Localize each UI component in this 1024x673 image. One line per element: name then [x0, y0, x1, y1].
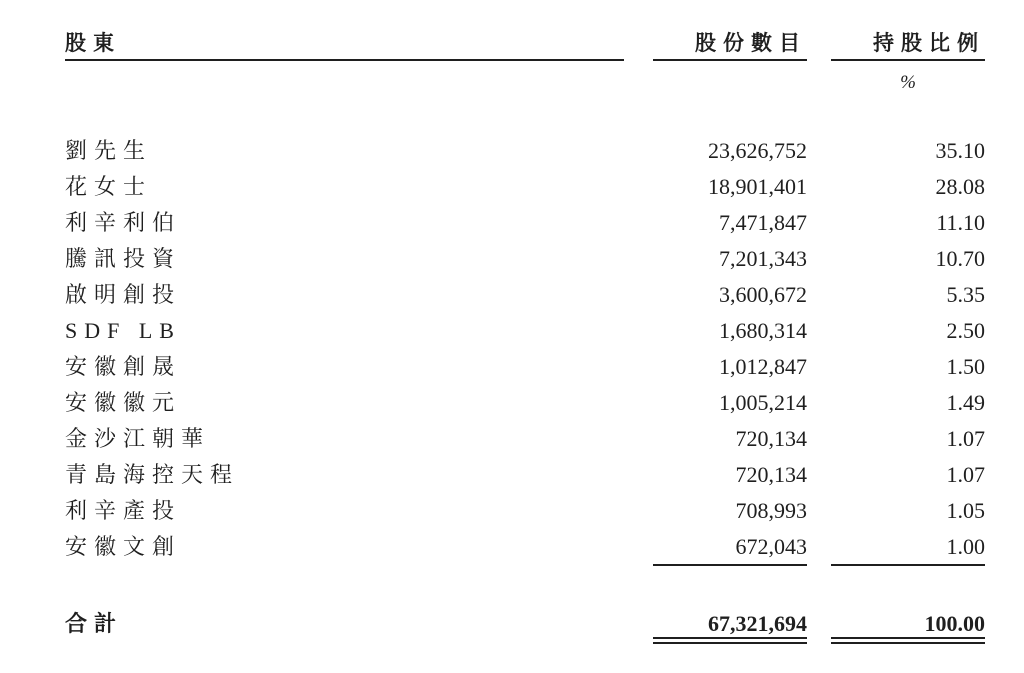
shares-value: 672,043 [653, 530, 807, 566]
table-row [65, 169, 985, 205]
percent-value: 1.50 [946, 354, 985, 379]
shareholder-name: 青島海控天程 [65, 462, 240, 487]
shares-value: 7,471,847 [719, 210, 807, 235]
percent-value: 10.70 [935, 246, 985, 271]
table-row [65, 493, 985, 529]
shareholder-name: 啟明創投 [65, 282, 182, 307]
shareholder-name: 利辛產投 [65, 498, 182, 523]
percent-value: 5.35 [946, 282, 985, 307]
percent-unit-row [65, 73, 985, 93]
table-row [65, 277, 985, 313]
shares-value: 1,680,314 [719, 318, 807, 343]
table-row [65, 457, 985, 493]
shareholder-name: 安徽文創 [65, 534, 182, 559]
shares-value: 7,201,343 [719, 246, 807, 271]
shareholder-name: 利辛利伯 [65, 210, 182, 235]
total-percent-value: 100.00 [831, 611, 985, 644]
shares-value: 720,134 [735, 426, 807, 451]
percent-value: 35.10 [935, 138, 985, 163]
shareholder-name: 金沙江朝華 [65, 426, 211, 451]
shares-value: 18,901,401 [708, 174, 807, 199]
percent-value: 1.05 [946, 498, 985, 523]
table-body [65, 133, 985, 565]
shareholder-name: 安徽徽元 [65, 390, 182, 415]
shareholder-name: 花女士 [65, 174, 153, 199]
shareholder-name: SDF LB [65, 318, 181, 343]
percent-value: 2.50 [946, 318, 985, 343]
percent-unit-label: % [900, 72, 916, 93]
shares-value: 1,012,847 [719, 354, 807, 379]
shareholder-name: 劉先生 [65, 138, 153, 163]
shares-value: 720,134 [735, 462, 807, 487]
total-label: 合計 [65, 611, 124, 636]
percent-value: 11.10 [936, 210, 985, 235]
table-total-row [65, 611, 985, 644]
table-row [65, 241, 985, 277]
column-header-shares: 股份數目 [653, 32, 807, 61]
table-row [65, 133, 985, 169]
shares-value: 1,005,214 [719, 390, 807, 415]
column-header-shareholder: 股東 [65, 32, 624, 61]
table-row [65, 385, 985, 421]
percent-value: 1.07 [946, 462, 985, 487]
total-shares-value: 67,321,694 [653, 611, 807, 644]
table-row [65, 205, 985, 241]
table-row [65, 529, 985, 565]
table-row [65, 313, 985, 349]
shares-value: 3,600,672 [719, 282, 807, 307]
column-header-percent: 持股比例 [831, 32, 985, 61]
table-header [65, 32, 985, 61]
shares-value: 23,626,752 [708, 138, 807, 163]
percent-value: 1.00 [831, 530, 985, 566]
shares-value: 708,993 [735, 498, 807, 523]
table-row [65, 349, 985, 385]
percent-value: 1.07 [946, 426, 985, 451]
table-row [65, 421, 985, 457]
percent-value: 1.49 [946, 390, 985, 415]
percent-value: 28.08 [935, 174, 985, 199]
shareholder-name: 安徽創晟 [65, 354, 182, 379]
shareholder-name: 騰訊投資 [65, 246, 182, 271]
